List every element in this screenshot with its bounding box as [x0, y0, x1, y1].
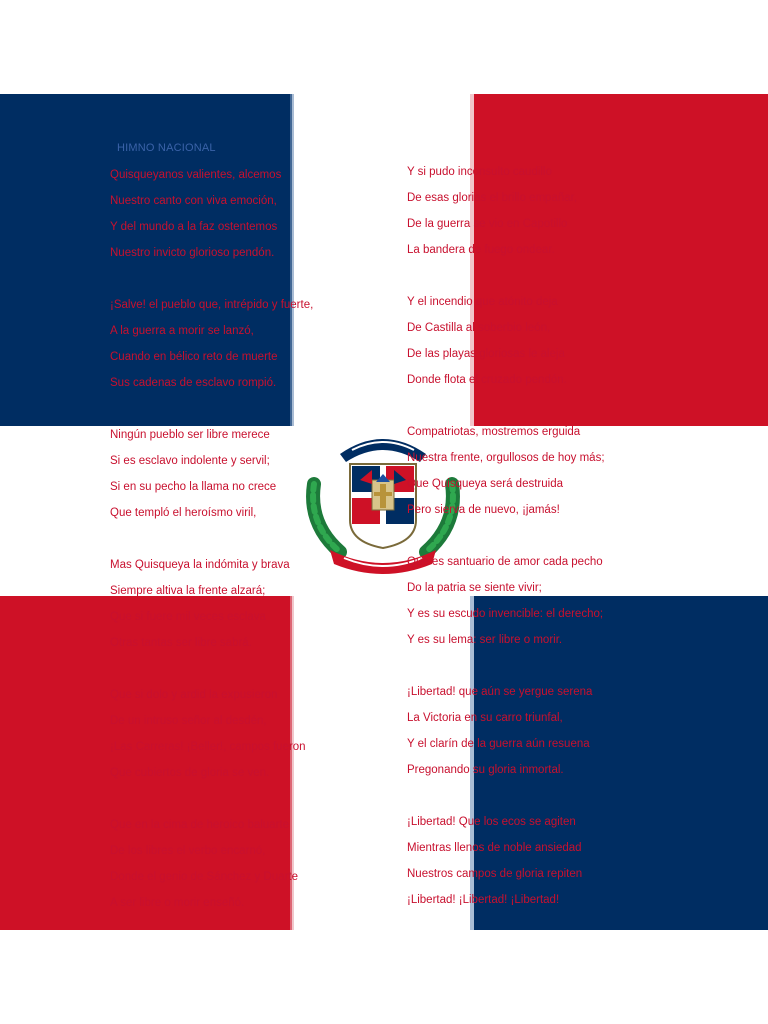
verse-line: Que Quisqueya será destruida: [407, 478, 563, 490]
verse-line: A ser libre o morir enseñó.: [110, 897, 245, 909]
verse-line: A la guerra a morir se lanzó,: [110, 325, 254, 337]
verse-line: Donde el genio de Sánchez y Duarte: [110, 871, 298, 883]
verse-line: Mas Quisqueya la indómita y brava: [110, 559, 290, 571]
verse-line: De esas glorias el brillo empañar,: [407, 192, 578, 204]
verse-line: Que cubiertos de gloria se ven.: [110, 767, 270, 779]
verse-line: Y es su lema: ser libre o morir.: [407, 634, 563, 646]
verse-line: Si en su pecho la llama no crece: [110, 481, 277, 493]
verse-line: Y del mundo a la faz ostentemos: [110, 221, 278, 233]
verse-line: Que templó el heroísmo viril,: [110, 507, 257, 519]
verse-line: Do la patria se siente vivir;: [407, 582, 542, 594]
verse-line: Pregonando su gloria inmortal.: [407, 764, 564, 776]
verse-line: Y el incendio que atónito deja: [407, 296, 558, 308]
verse-line: ¡Libertad! que aún se yergue serena: [407, 686, 593, 698]
verse-line: Que si fuere mil veces esclava: [110, 611, 266, 623]
verse-line: De la guerra se vio en Capotillo: [407, 218, 568, 230]
flag-edge: [290, 94, 294, 426]
verse-line: Mientras llenos de noble ansiedad: [407, 842, 582, 854]
verse-line: Y si pudo inconsulto caudillo: [407, 166, 552, 178]
verse-line: Pero sierva de nuevo, ¡jamás!: [407, 504, 560, 516]
verse-line: ¡Salve! el pueblo que, intrépido y fuerte,: [110, 299, 314, 311]
verse-line: Otras tantas ser libre sabrá.: [110, 637, 252, 649]
verse-line: Cuando en bélico reto de muerte: [110, 351, 278, 363]
verse-line: ¡Las Carreras! ¡Beller!, campos fueron: [110, 741, 306, 753]
verse-line: De los libres el verbo encarnó,: [110, 845, 266, 857]
verse-line: Y el clarín de la guerra aún resuena: [407, 738, 590, 750]
verse-line: Quisqueyanos valientes, alcemos: [110, 169, 282, 181]
verse-line: De las playas gloriosas le aleja: [407, 348, 565, 360]
verse-line: Nuestra frente, orgullosos de hoy más;: [407, 452, 605, 464]
verse-line: Que si dolo y ardid la expusieron: [110, 689, 278, 701]
verse-line: Nuestro canto con viva emoción,: [110, 195, 277, 207]
anthem-title: HIMNO NACIONAL: [117, 142, 216, 154]
verse-line: Ningún pueblo ser libre merece: [110, 429, 270, 441]
verse-line: Sus cadenas de esclavo rompió.: [110, 377, 277, 389]
verse-line: Que en la cima de heroico baluarte: [110, 819, 289, 831]
verse-line: Y es su escudo invencible: el derecho;: [407, 608, 604, 620]
verse-line: Siempre altiva la frente alzará;: [110, 585, 266, 597]
verse-line: Donde flota el cruzado pendón.: [407, 374, 567, 386]
verse-line: ¡Libertad! Que los ecos se agiten: [407, 816, 576, 828]
verse-line: Nuestro invicto glorioso pendón.: [110, 247, 275, 259]
verse-line: Que es santuario de amor cada pecho: [407, 556, 603, 568]
verse-line: La Victoria en su carro triunfal,: [407, 712, 563, 724]
verse-line: Nuestros campos de gloria repiten: [407, 868, 583, 880]
verse-line: De un intruso señor al desdén,: [110, 715, 267, 727]
verse-line: Compatriotas, mostremos erguida: [407, 426, 581, 438]
verse-line: De Castilla al soberbio león,: [407, 322, 551, 334]
verse-line: ¡Libertad! ¡Libertad! ¡Libertad!: [407, 894, 560, 906]
verse-line: La bandera de fuego ondear.: [407, 244, 555, 256]
verse-line: Si es esclavo indolente y servil;: [110, 455, 270, 467]
